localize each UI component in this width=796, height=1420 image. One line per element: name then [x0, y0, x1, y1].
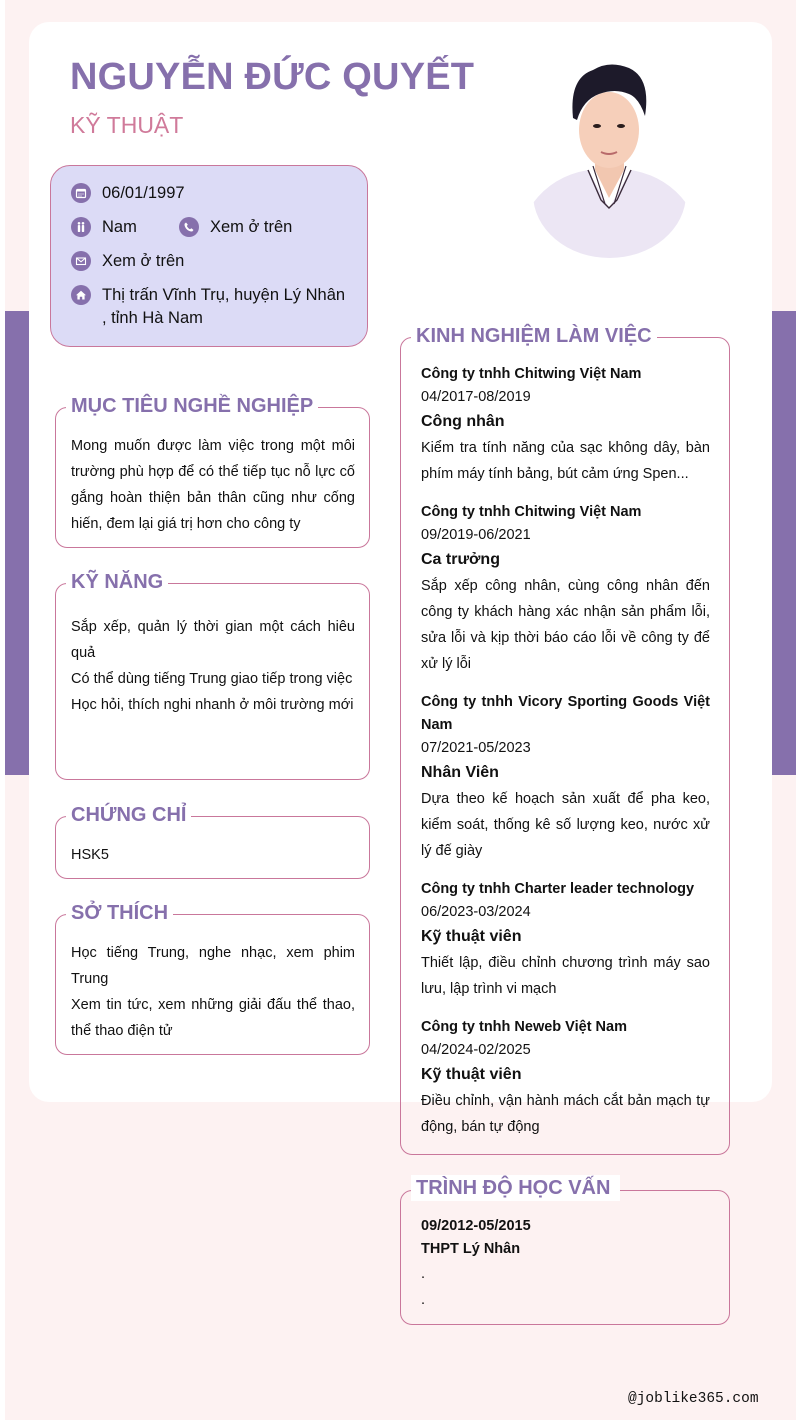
- birthday-value: 06/01/1997: [102, 183, 185, 202]
- experience-item: [421, 363, 710, 487]
- experience-role: Kỹ thuật viên: [421, 1066, 522, 1083]
- phone-row: [179, 217, 292, 237]
- skills-list: [71, 614, 355, 718]
- experience-company: Công ty tnhh Vicory Sporting Goods Việt Nam: [421, 694, 710, 733]
- skill-item: Có thể dùng tiếng Trung giao tiếp trong việc: [71, 671, 353, 687]
- experience-item: [421, 1016, 710, 1140]
- email-row: [71, 251, 184, 271]
- experience-item: [421, 691, 710, 864]
- education-section: [400, 1177, 730, 1325]
- skills-title: KỸ NĂNG: [66, 569, 168, 595]
- experience-company: Công ty tnhh Chitwing Việt Nam: [421, 504, 642, 520]
- hobby-item: Xem tin tức, xem những giải đấu thể thao, thể thao điện tử: [71, 997, 355, 1039]
- experience-list: [421, 363, 710, 1154]
- hobbies-list: [71, 940, 355, 1044]
- experience-role: Kỹ thuật viên: [421, 928, 522, 945]
- experience-description: Sắp xếp công nhân, cùng công nhân đến công ty khách hàng xác nhận sản phẩm lỗi, sửa lỗi và kịp thời báo cáo lỗi về công ty để xử lý lỗi: [421, 578, 710, 672]
- address-line-2: , tỉnh Hà Nam: [102, 309, 203, 327]
- experience-period: 07/2021-05/2023: [421, 740, 531, 756]
- gender-value: Nam: [102, 217, 137, 236]
- experience-role: Ca trưởng: [421, 551, 500, 568]
- education-school: THPT Lý Nhân: [421, 1241, 521, 1257]
- experience-company: Công ty tnhh Chitwing Việt Nam: [421, 366, 642, 382]
- skill-item: Học hỏi, thích nghi nhanh ở môi trường mới: [71, 697, 354, 713]
- contact-info-box: [50, 165, 368, 347]
- address-row-2: [102, 309, 203, 328]
- education-item: [421, 1215, 710, 1313]
- gender-row: [71, 217, 137, 237]
- experience-company: Công ty tnhh Charter leader technology: [421, 881, 695, 897]
- hobbies-title: SỞ THÍCH: [66, 900, 173, 926]
- decorative-bar-left: [5, 311, 29, 775]
- experience-section: [400, 325, 730, 1155]
- portrait-illustration: [533, 58, 686, 258]
- experience-role: Công nhân: [421, 413, 505, 430]
- experience-period: 09/2019-06/2021: [421, 527, 531, 543]
- phone-icon: [179, 217, 199, 237]
- candidate-name: NGUYỄN ĐỨC QUYẾT: [70, 56, 475, 98]
- skills-section: [55, 571, 370, 780]
- objective-text: Mong muốn được làm việc trong một môi trường phù hợp để có thể tiếp tục nỗ lực cố gắng hoàn thiện bản thân cũng như cống hiến, đem lại giá trị hơn cho công ty: [71, 438, 355, 532]
- mail-icon: [71, 251, 91, 271]
- experience-description: Thiết lập, điều chỉnh chương trình máy sao lưu, lập trình vi mạch: [421, 955, 710, 997]
- experience-period: 04/2017-08/2019: [421, 389, 531, 405]
- email-value: Xem ở trên: [102, 251, 185, 270]
- education-title: TRÌNH ĐỘ HỌC VẤN: [411, 1175, 620, 1201]
- address-line-1: Thị trấn Vĩnh Trụ, huyện Lý Nhân: [102, 285, 346, 304]
- objective-section: [55, 395, 370, 548]
- experience-description: Dựa theo kế hoạch sản xuất để pha keo, kiểm soát, thống kê số lượng keo, nước xử lý đế giày: [421, 791, 710, 859]
- experience-title: KINH NGHIỆM LÀM VIỆC: [411, 323, 657, 349]
- certificate-item: HSK5: [71, 847, 109, 863]
- experience-company: Công ty tnhh Neweb Việt Nam: [421, 1019, 627, 1035]
- calendar-icon: [71, 183, 91, 203]
- experience-item: [421, 878, 710, 1002]
- experience-period: 04/2024-02/2025: [421, 1042, 531, 1058]
- job-title: KỸ THUẬT: [70, 112, 184, 138]
- hobbies-section: [55, 902, 370, 1055]
- certificates-section: [55, 804, 370, 879]
- certificates-title: CHỨNG CHỈ: [66, 802, 191, 828]
- experience-description: Kiểm tra tính năng của sạc không dây, bàn phím máy tính bảng, bút cảm ứng Spen...: [421, 440, 710, 482]
- education-line: .: [421, 1266, 426, 1282]
- experience-item: [421, 501, 710, 677]
- phone-value: Xem ở trên: [210, 217, 293, 236]
- experience-period: 06/2023-03/2024: [421, 904, 531, 920]
- home-icon: [71, 285, 91, 305]
- experience-description: Điều chỉnh, vận hành mách cắt bản mạch tự động, bán tự động: [421, 1093, 710, 1135]
- skill-item: Sắp xếp, quản lý thời gian một cách hiêu quả: [71, 619, 355, 661]
- hobby-item: Học tiếng Trung, nghe nhạc, xem phim Trung: [71, 945, 355, 987]
- profile-photo: [533, 58, 686, 258]
- education-period: 09/2012-05/2015: [421, 1218, 531, 1234]
- objective-title: MỤC TIÊU NGHỀ NGHIỆP: [66, 393, 318, 419]
- address-row: [71, 285, 345, 305]
- birthday-row: [71, 183, 185, 203]
- experience-role: Nhân Viên: [421, 764, 499, 781]
- watermark: @joblike365.com: [628, 1391, 759, 1407]
- gender-icon: [71, 217, 91, 237]
- education-line: .: [421, 1292, 426, 1308]
- decorative-bar-right: [772, 311, 796, 775]
